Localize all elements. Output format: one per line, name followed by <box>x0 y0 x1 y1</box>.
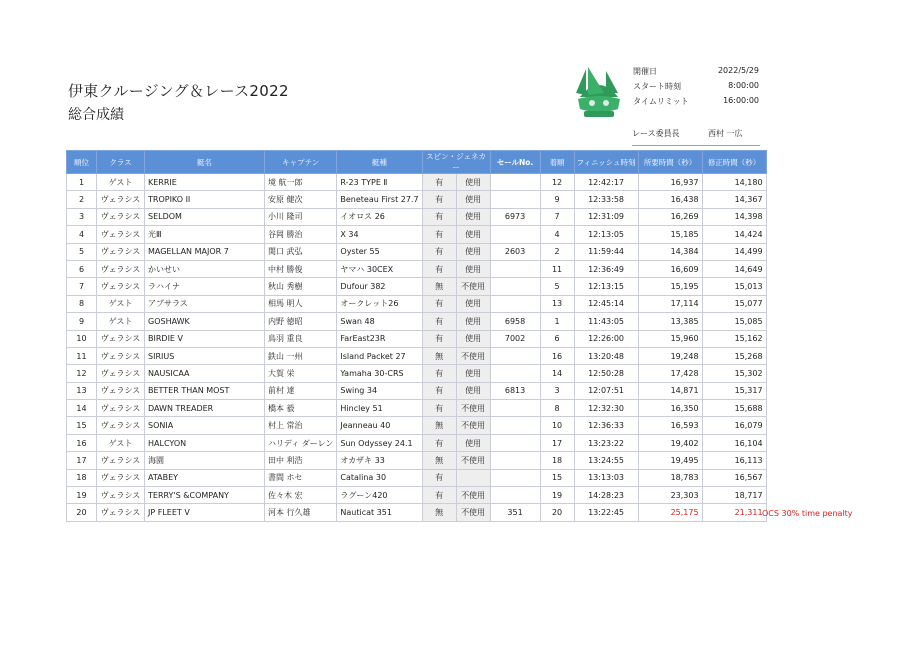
captain-cell: 谷岡 勝治 <box>265 226 337 243</box>
elapsed-time-cell: 19,402 <box>638 434 702 451</box>
finish-order-cell: 12 <box>540 174 574 191</box>
spinnaker-use-cell: 使用 <box>456 226 490 243</box>
captain-cell: 中村 勝俊 <box>265 260 337 277</box>
boat-type-cell: Yamaha 30-CRS <box>337 365 422 382</box>
sail-no-cell: 2603 <box>490 243 540 260</box>
class-cell: ヴェラシス <box>97 347 145 364</box>
spinnaker-use-cell: 使用 <box>456 434 490 451</box>
boat-name-cell: SELDOM <box>145 208 265 225</box>
header-spinnaker: スピン・ジェネカー <box>422 151 490 174</box>
sail-no-cell: 6813 <box>490 382 540 399</box>
corrected-time-cell: 15,688 <box>702 400 766 417</box>
table-row <box>67 504 767 521</box>
boat-name-cell: アプサラス <box>145 295 265 312</box>
rank-cell: 15 <box>67 417 97 434</box>
finish-order-cell: 5 <box>540 278 574 295</box>
captain-cell: 書間 ホセ <box>265 469 337 486</box>
start-time-value: 8:00:00 <box>728 81 759 90</box>
corrected-time-cell: 15,268 <box>702 347 766 364</box>
sail-no-cell <box>490 487 540 504</box>
finish-order-cell: 6 <box>540 330 574 347</box>
corrected-time-cell: 14,180 <box>702 174 766 191</box>
spinnaker-cell: 有 <box>422 365 456 382</box>
finish-time-cell: 12:50:28 <box>574 365 638 382</box>
boat-type-cell: イオロス 26 <box>337 208 422 225</box>
corrected-time-cell: 15,302 <box>702 365 766 382</box>
boat-type-cell: ヤマハ 30CEX <box>337 260 422 277</box>
finish-time-cell: 13:24:55 <box>574 452 638 469</box>
race-info <box>633 64 759 109</box>
captain-cell: 小川 隆司 <box>265 208 337 225</box>
finish-time-cell: 12:36:49 <box>574 260 638 277</box>
elapsed-time-cell: 19,248 <box>638 347 702 364</box>
captain-cell: 河本 行久雄 <box>265 504 337 521</box>
elapsed-time-cell: 13,385 <box>638 313 702 330</box>
spinnaker-cell: 有 <box>422 434 456 451</box>
captain-cell: 鉄山 一州 <box>265 347 337 364</box>
spinnaker-cell: 有 <box>422 174 456 191</box>
finish-time-cell: 12:31:09 <box>574 208 638 225</box>
rank-cell: 8 <box>67 295 97 312</box>
captain-cell: 鳥羽 重良 <box>265 330 337 347</box>
finish-time-cell: 12:13:05 <box>574 226 638 243</box>
class-cell: ヴェラシス <box>97 487 145 504</box>
class-cell: ヴェラシス <box>97 226 145 243</box>
boat-name-cell: 光Ⅲ <box>145 226 265 243</box>
captain-cell: 境 航一郎 <box>265 174 337 191</box>
boat-type-cell: X 34 <box>337 226 422 243</box>
elapsed-time-cell: 16,937 <box>638 174 702 191</box>
boat-name-cell: KERRIE <box>145 174 265 191</box>
elapsed-time-cell: 23,303 <box>638 487 702 504</box>
header-captain: キャプテン <box>265 151 337 174</box>
spinnaker-cell: 有 <box>422 208 456 225</box>
spinnaker-cell: 無 <box>422 347 456 364</box>
spinnaker-use-cell: 使用 <box>456 208 490 225</box>
boat-name-cell: GOSHAWK <box>145 313 265 330</box>
sail-no-cell <box>490 400 540 417</box>
table-row <box>67 469 767 486</box>
captain-cell: ハリディ ダーレン <box>265 434 337 451</box>
spinnaker-use-cell: 使用 <box>456 330 490 347</box>
boat-name-cell: MAGELLAN MAJOR 7 <box>145 243 265 260</box>
finish-order-cell: 11 <box>540 260 574 277</box>
spinnaker-cell: 有 <box>422 330 456 347</box>
rank-cell: 13 <box>67 382 97 399</box>
header-class: クラス <box>97 151 145 174</box>
boat-type-cell: Oyster 55 <box>337 243 422 260</box>
corrected-time-cell: 14,367 <box>702 191 766 208</box>
spinnaker-use-cell: 不使用 <box>456 278 490 295</box>
class-cell: ヴェラシス <box>97 243 145 260</box>
header-boat-name: 艇名 <box>145 151 265 174</box>
class-cell: ヴェラシス <box>97 260 145 277</box>
elapsed-time-cell: 25,175 <box>638 504 702 521</box>
spinnaker-cell: 無 <box>422 504 456 521</box>
table-row <box>67 243 767 260</box>
elapsed-time-cell: 15,185 <box>638 226 702 243</box>
captain-cell: 関口 武弘 <box>265 243 337 260</box>
spinnaker-use-cell: 不使用 <box>456 400 490 417</box>
sail-no-cell <box>490 347 540 364</box>
finish-order-cell: 4 <box>540 226 574 243</box>
elapsed-time-cell: 15,960 <box>638 330 702 347</box>
boat-name-cell: JP FLEET V <box>145 504 265 521</box>
class-cell: ヴェラシス <box>97 452 145 469</box>
rank-cell: 12 <box>67 365 97 382</box>
sail-no-cell <box>490 434 540 451</box>
spinnaker-cell: 無 <box>422 452 456 469</box>
corrected-time-cell: 15,317 <box>702 382 766 399</box>
rank-cell: 20 <box>67 504 97 521</box>
boat-name-cell: TROPIKO II <box>145 191 265 208</box>
spinnaker-use-cell: 不使用 <box>456 417 490 434</box>
spinnaker-use-cell: 不使用 <box>456 504 490 521</box>
committee-chair-label: レース委員長 <box>632 129 680 138</box>
spinnaker-cell: 有 <box>422 400 456 417</box>
finish-time-cell: 12:07:51 <box>574 382 638 399</box>
boat-name-cell: BETTER THAN MOST <box>145 382 265 399</box>
rank-cell: 10 <box>67 330 97 347</box>
header-boat-type: 艇種 <box>337 151 422 174</box>
boat-name-cell: TERRY'S &COMPANY <box>145 487 265 504</box>
finish-order-cell: 8 <box>540 400 574 417</box>
spinnaker-cell: 有 <box>422 226 456 243</box>
table-row <box>67 452 767 469</box>
boat-type-cell: Dufour 382 <box>337 278 422 295</box>
sail-no-cell: 6958 <box>490 313 540 330</box>
header-finish-time: フィニッシュ時刻 <box>574 151 638 174</box>
boat-name-cell: SIRIUS <box>145 347 265 364</box>
spinnaker-cell: 有 <box>422 295 456 312</box>
spinnaker-use-cell <box>456 469 490 486</box>
corrected-time-cell: 16,104 <box>702 434 766 451</box>
yacht-club-logo-icon <box>574 63 624 121</box>
table-row <box>67 434 767 451</box>
rank-cell: 3 <box>67 208 97 225</box>
elapsed-time-cell: 14,871 <box>638 382 702 399</box>
header-corrected-time: 修正時間（秒） <box>702 151 766 174</box>
finish-order-cell: 10 <box>540 417 574 434</box>
corrected-time-cell: 15,077 <box>702 295 766 312</box>
spinnaker-use-cell: 使用 <box>456 243 490 260</box>
sail-no-cell <box>490 174 540 191</box>
elapsed-time-cell: 16,438 <box>638 191 702 208</box>
rank-cell: 17 <box>67 452 97 469</box>
boat-type-cell: Nauticat 351 <box>337 504 422 521</box>
class-cell: ヴェラシス <box>97 278 145 295</box>
boat-type-cell: Sun Odyssey 24.1 <box>337 434 422 451</box>
finish-time-cell: 14:28:23 <box>574 487 638 504</box>
rank-cell: 5 <box>67 243 97 260</box>
boat-name-cell: DAWN TREADER <box>145 400 265 417</box>
captain-cell: 佐々木 宏 <box>265 487 337 504</box>
class-cell: ゲスト <box>97 313 145 330</box>
spinnaker-use-cell: 不使用 <box>456 487 490 504</box>
sail-no-cell <box>490 452 540 469</box>
class-cell: ゲスト <box>97 434 145 451</box>
header-finish-order: 着順 <box>540 151 574 174</box>
table-row <box>67 278 767 295</box>
finish-time-cell: 12:42:17 <box>574 174 638 191</box>
spinnaker-cell: 有 <box>422 469 456 486</box>
spinnaker-cell: 有 <box>422 313 456 330</box>
sail-no-cell: 351 <box>490 504 540 521</box>
header-sail-no: セールNo. <box>490 151 540 174</box>
spinnaker-cell: 有 <box>422 487 456 504</box>
finish-time-cell: 13:13:03 <box>574 469 638 486</box>
table-row <box>67 382 767 399</box>
table-row <box>67 365 767 382</box>
results-table <box>66 150 767 522</box>
boat-name-cell: SONIA <box>145 417 265 434</box>
finish-time-cell: 12:36:33 <box>574 417 638 434</box>
finish-order-cell: 15 <box>540 469 574 486</box>
rank-cell: 16 <box>67 434 97 451</box>
spinnaker-use-cell: 使用 <box>456 295 490 312</box>
sail-no-cell <box>490 191 540 208</box>
spinnaker-cell: 有 <box>422 243 456 260</box>
class-cell: ヴェラシス <box>97 417 145 434</box>
sail-no-cell <box>490 295 540 312</box>
corrected-time-cell: 16,113 <box>702 452 766 469</box>
rank-cell: 6 <box>67 260 97 277</box>
spinnaker-cell: 有 <box>422 191 456 208</box>
class-cell: ヴェラシス <box>97 365 145 382</box>
boat-type-cell: R-23 TYPE Ⅱ <box>337 174 422 191</box>
table-row <box>67 347 767 364</box>
elapsed-time-cell: 16,609 <box>638 260 702 277</box>
table-row <box>67 226 767 243</box>
penalty-note: OCS 30% time penalty <box>762 509 853 518</box>
spinnaker-cell: 有 <box>422 382 456 399</box>
table-header-row <box>67 151 767 174</box>
corrected-time-cell: 14,499 <box>702 243 766 260</box>
header-elapsed-time: 所要時間（秒） <box>638 151 702 174</box>
finish-order-cell: 17 <box>540 434 574 451</box>
finish-time-cell: 13:20:48 <box>574 347 638 364</box>
boat-name-cell: BIRDIE V <box>145 330 265 347</box>
boat-type-cell: オカザキ 33 <box>337 452 422 469</box>
boat-name-cell: 海園 <box>145 452 265 469</box>
spinnaker-use-cell: 不使用 <box>456 452 490 469</box>
elapsed-time-cell: 15,195 <box>638 278 702 295</box>
spinnaker-cell: 無 <box>422 417 456 434</box>
finish-time-cell: 12:13:15 <box>574 278 638 295</box>
captain-cell: 安原 健次 <box>265 191 337 208</box>
corrected-time-cell: 18,717 <box>702 487 766 504</box>
class-cell: ヴェラシス <box>97 400 145 417</box>
spinnaker-use-cell: 不使用 <box>456 347 490 364</box>
boat-name-cell: かいせい <box>145 260 265 277</box>
finish-order-cell: 2 <box>540 243 574 260</box>
table-row <box>67 191 767 208</box>
spinnaker-use-cell: 使用 <box>456 260 490 277</box>
race-committee <box>632 125 760 146</box>
class-cell: ゲスト <box>97 174 145 191</box>
page-subtitle: 総合成績 <box>68 107 124 123</box>
rank-cell: 1 <box>67 174 97 191</box>
finish-time-cell: 12:32:30 <box>574 400 638 417</box>
finish-time-cell: 11:43:05 <box>574 313 638 330</box>
table-row <box>67 330 767 347</box>
captain-cell: 田中 利浩 <box>265 452 337 469</box>
rank-cell: 4 <box>67 226 97 243</box>
rank-cell: 9 <box>67 313 97 330</box>
boat-type-cell: FarEast23R <box>337 330 422 347</box>
corrected-time-cell: 21,311 <box>702 504 766 521</box>
header-rank: 順位 <box>67 151 97 174</box>
rank-cell: 7 <box>67 278 97 295</box>
boat-name-cell: ATABEY <box>145 469 265 486</box>
start-time-label: スタート時刻 <box>633 82 681 91</box>
page-title: 伊東クルージング＆レース2022 <box>68 82 289 100</box>
rank-cell: 2 <box>67 191 97 208</box>
finish-order-cell: 13 <box>540 295 574 312</box>
finish-order-cell: 14 <box>540 365 574 382</box>
captain-cell: 橋本 毅 <box>265 400 337 417</box>
sail-no-cell <box>490 365 540 382</box>
corrected-time-cell: 15,013 <box>702 278 766 295</box>
boat-type-cell: Island Packet 27 <box>337 347 422 364</box>
boat-type-cell: Swing 34 <box>337 382 422 399</box>
sail-no-cell <box>490 226 540 243</box>
finish-time-cell: 11:59:44 <box>574 243 638 260</box>
rank-cell: 19 <box>67 487 97 504</box>
boat-type-cell: オークレット26 <box>337 295 422 312</box>
finish-order-cell: 3 <box>540 382 574 399</box>
corrected-time-cell: 14,424 <box>702 226 766 243</box>
spinnaker-use-cell: 使用 <box>456 313 490 330</box>
sail-no-cell <box>490 417 540 434</box>
boat-type-cell: Beneteau First 27.7 <box>337 191 422 208</box>
finish-order-cell: 18 <box>540 452 574 469</box>
elapsed-time-cell: 16,593 <box>638 417 702 434</box>
sail-no-cell <box>490 278 540 295</box>
boat-type-cell: Hincley 51 <box>337 400 422 417</box>
table-row <box>67 295 767 312</box>
finish-order-cell: 1 <box>540 313 574 330</box>
finish-order-cell: 20 <box>540 504 574 521</box>
date-label: 開催日 <box>633 67 657 76</box>
boat-type-cell: Catalina 30 <box>337 469 422 486</box>
table-row <box>67 260 767 277</box>
elapsed-time-cell: 19,495 <box>638 452 702 469</box>
finish-time-cell: 12:45:14 <box>574 295 638 312</box>
time-limit-value: 16:00:00 <box>723 96 759 105</box>
finish-order-cell: 9 <box>540 191 574 208</box>
captain-cell: 秋山 秀樹 <box>265 278 337 295</box>
sail-no-cell: 7002 <box>490 330 540 347</box>
captain-cell: 前村 達 <box>265 382 337 399</box>
rank-cell: 11 <box>67 347 97 364</box>
elapsed-time-cell: 17,428 <box>638 365 702 382</box>
corrected-time-cell: 14,649 <box>702 260 766 277</box>
sail-no-cell <box>490 260 540 277</box>
time-limit-label: タイムリミット <box>633 97 689 106</box>
boat-type-cell: ラグーン420 <box>337 487 422 504</box>
class-cell: ヴェラシス <box>97 191 145 208</box>
finish-time-cell: 13:22:45 <box>574 504 638 521</box>
corrected-time-cell: 15,085 <box>702 313 766 330</box>
spinnaker-cell: 有 <box>422 260 456 277</box>
table-row <box>67 313 767 330</box>
committee-chair-value: 西村 一広 <box>708 129 743 138</box>
spinnaker-cell: 無 <box>422 278 456 295</box>
table-row <box>67 417 767 434</box>
finish-time-cell: 12:33:58 <box>574 191 638 208</box>
date-value: 2022/5/29 <box>717 66 759 75</box>
spinnaker-use-cell: 使用 <box>456 191 490 208</box>
spinnaker-use-cell: 使用 <box>456 174 490 191</box>
finish-order-cell: 7 <box>540 208 574 225</box>
boat-name-cell: NAUSICAA <box>145 365 265 382</box>
captain-cell: 村上 常治 <box>265 417 337 434</box>
finish-order-cell: 16 <box>540 347 574 364</box>
boat-name-cell: ラハイナ <box>145 278 265 295</box>
elapsed-time-cell: 17,114 <box>638 295 702 312</box>
spinnaker-use-cell: 使用 <box>456 365 490 382</box>
class-cell: ヴェラシス <box>97 330 145 347</box>
table-row <box>67 174 767 191</box>
rank-cell: 14 <box>67 400 97 417</box>
sail-no-cell <box>490 469 540 486</box>
boat-name-cell: HALCYON <box>145 434 265 451</box>
elapsed-time-cell: 18,783 <box>638 469 702 486</box>
corrected-time-cell: 14,398 <box>702 208 766 225</box>
finish-time-cell: 12:26:00 <box>574 330 638 347</box>
class-cell: ヴェラシス <box>97 208 145 225</box>
elapsed-time-cell: 16,269 <box>638 208 702 225</box>
finish-order-cell: 19 <box>540 487 574 504</box>
table-row <box>67 208 767 225</box>
class-cell: ヴェラシス <box>97 504 145 521</box>
finish-time-cell: 13:23:22 <box>574 434 638 451</box>
class-cell: ゲスト <box>97 295 145 312</box>
boat-type-cell: Jeanneau 40 <box>337 417 422 434</box>
corrected-time-cell: 16,079 <box>702 417 766 434</box>
captain-cell: 相馬 明人 <box>265 295 337 312</box>
captain-cell: 大賀 栄 <box>265 365 337 382</box>
class-cell: ヴェラシス <box>97 382 145 399</box>
rank-cell: 18 <box>67 469 97 486</box>
captain-cell: 内野 徳昭 <box>265 313 337 330</box>
corrected-time-cell: 16,567 <box>702 469 766 486</box>
elapsed-time-cell: 14,384 <box>638 243 702 260</box>
elapsed-time-cell: 16,350 <box>638 400 702 417</box>
sail-no-cell: 6973 <box>490 208 540 225</box>
table-row <box>67 487 767 504</box>
spinnaker-use-cell: 使用 <box>456 382 490 399</box>
boat-type-cell: Swan 48 <box>337 313 422 330</box>
corrected-time-cell: 15,162 <box>702 330 766 347</box>
class-cell: ヴェラシス <box>97 469 145 486</box>
table-row <box>67 400 767 417</box>
